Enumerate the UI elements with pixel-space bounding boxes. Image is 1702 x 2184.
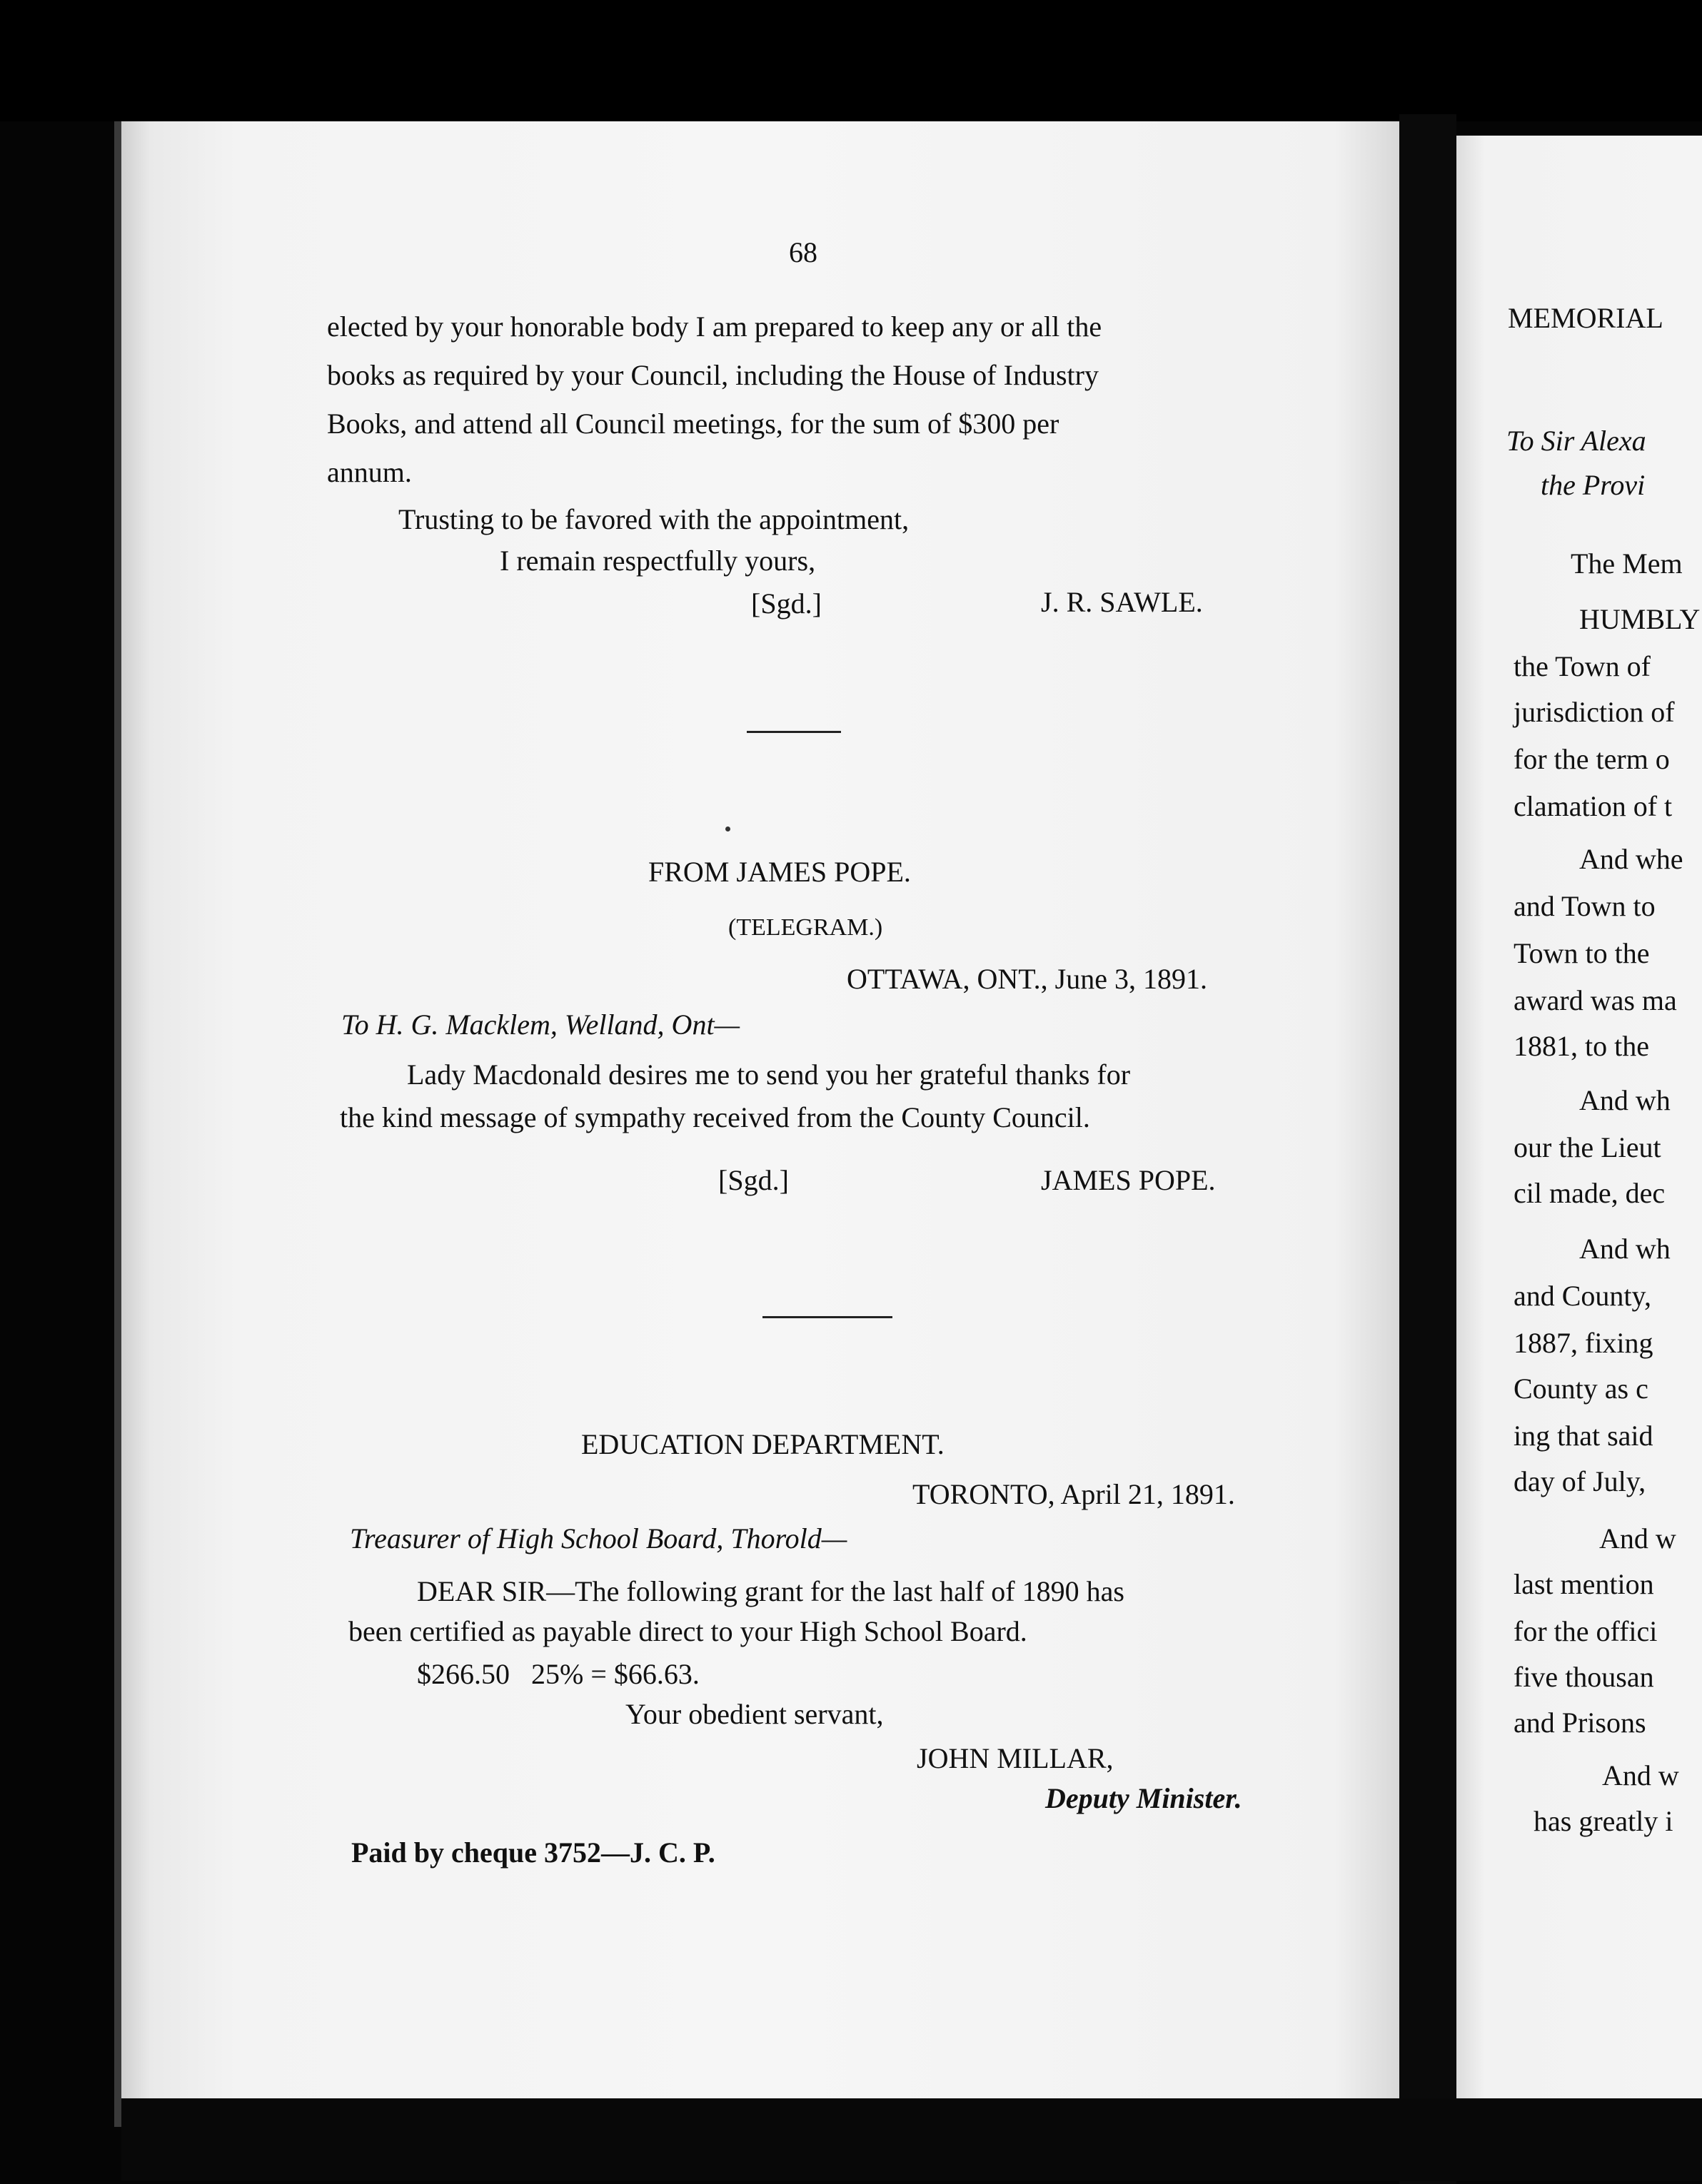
right-line: 1887, fixing (1514, 1327, 1653, 1359)
right-line: last mention (1514, 1568, 1654, 1600)
right-line: for the offici (1514, 1615, 1658, 1647)
education-signer: JOHN MILLAR, (917, 1742, 1114, 1774)
pope-line-1: Lady Macdonald desires me to send you her grateful thanks for (407, 1058, 1131, 1091)
right-line: the Provi (1541, 469, 1646, 501)
pope-addressee: To H. G. Macklem, Welland, Ont— (341, 1008, 740, 1041)
right-line: and Town to (1514, 890, 1656, 922)
right-line: And wh (1579, 1233, 1671, 1265)
sawle-line-2: books as required by your Council, including the House of Industry (327, 359, 1099, 391)
right-line: has greatly i (1534, 1805, 1673, 1837)
right-line: cil made, dec (1514, 1177, 1666, 1209)
book-gutter (1399, 114, 1456, 2184)
pope-sgd: [Sgd.] (718, 1164, 789, 1196)
right-line: ing that said (1514, 1420, 1653, 1452)
right-line: County as c (1514, 1372, 1648, 1405)
sawle-sgd: [Sgd.] (751, 587, 822, 620)
pope-subheading: (TELEGRAM.) (728, 914, 883, 941)
education-addressee: Treasurer of High School Board, Thorold— (350, 1522, 847, 1554)
page-number: 68 (789, 236, 817, 268)
education-amount: $266.50 25% = $66.63. (417, 1658, 700, 1690)
sawle-line-3: Books, and attend all Council meetings, for the sum of $300 per (327, 408, 1059, 440)
right-line: for the term o (1514, 743, 1670, 775)
right-line: the Town of (1514, 650, 1651, 682)
right-line: And w (1602, 1759, 1679, 1791)
ink-speck (725, 826, 730, 831)
right-line: jurisdiction of (1514, 696, 1675, 728)
sawle-line-4: annum. (327, 456, 412, 488)
education-dateline: TORONTO, April 21, 1891. (912, 1478, 1235, 1510)
right-line: 1881, to the (1514, 1030, 1649, 1062)
education-line-1: DEAR SIR—The following grant for the last half of 1890 has (417, 1575, 1124, 1607)
sawle-signer: J. R. SAWLE. (1041, 586, 1203, 618)
right-line: Town to the (1514, 937, 1650, 969)
right-line: And whe (1579, 843, 1683, 875)
education-line-2: been certified as payable direct to your High School Board. (348, 1615, 1027, 1647)
education-signer-title: Deputy Minister. (1045, 1782, 1242, 1814)
scan-background-top (0, 0, 1702, 121)
right-heading: MEMORIAL (1508, 302, 1663, 334)
section-divider-1 (747, 731, 841, 733)
pope-signer: JAMES POPE. (1041, 1164, 1216, 1196)
sawle-line-1: elected by your honorable body I am prepared to keep any or all the (327, 310, 1102, 343)
sawle-valediction: I remain respectfully yours, (500, 545, 816, 577)
education-heading: EDUCATION DEPARTMENT. (581, 1428, 945, 1460)
pope-heading: FROM JAMES POPE. (648, 856, 911, 888)
right-line: and County, (1514, 1280, 1651, 1312)
right-line: And wh (1579, 1084, 1671, 1116)
section-divider-2 (762, 1316, 892, 1318)
right-line: To Sir Alexa (1506, 425, 1646, 457)
education-valediction: Your obedient servant, (625, 1698, 884, 1730)
right-line: HUMBLY (1579, 603, 1701, 635)
right-line: clamation of t (1514, 790, 1673, 822)
right-line: and Prisons (1514, 1707, 1646, 1739)
right-line: day of July, (1514, 1465, 1646, 1497)
right-line: And w (1599, 1522, 1676, 1554)
right-line: The Mem (1571, 547, 1683, 580)
sawle-closing: Trusting to be favored with the appointment, (398, 503, 910, 535)
pope-dateline: OTTAWA, ONT., June 3, 1891. (847, 963, 1207, 995)
right-line: award was ma (1514, 984, 1677, 1016)
education-footnote: Paid by cheque 3752—J. C. P. (351, 1836, 715, 1869)
right-line: five thousan (1514, 1661, 1654, 1693)
pope-line-2: the kind message of sympathy received from the County Council. (340, 1101, 1090, 1133)
scan-background-bottom (121, 2098, 1702, 2181)
right-line: our the Lieut (1514, 1131, 1661, 1163)
